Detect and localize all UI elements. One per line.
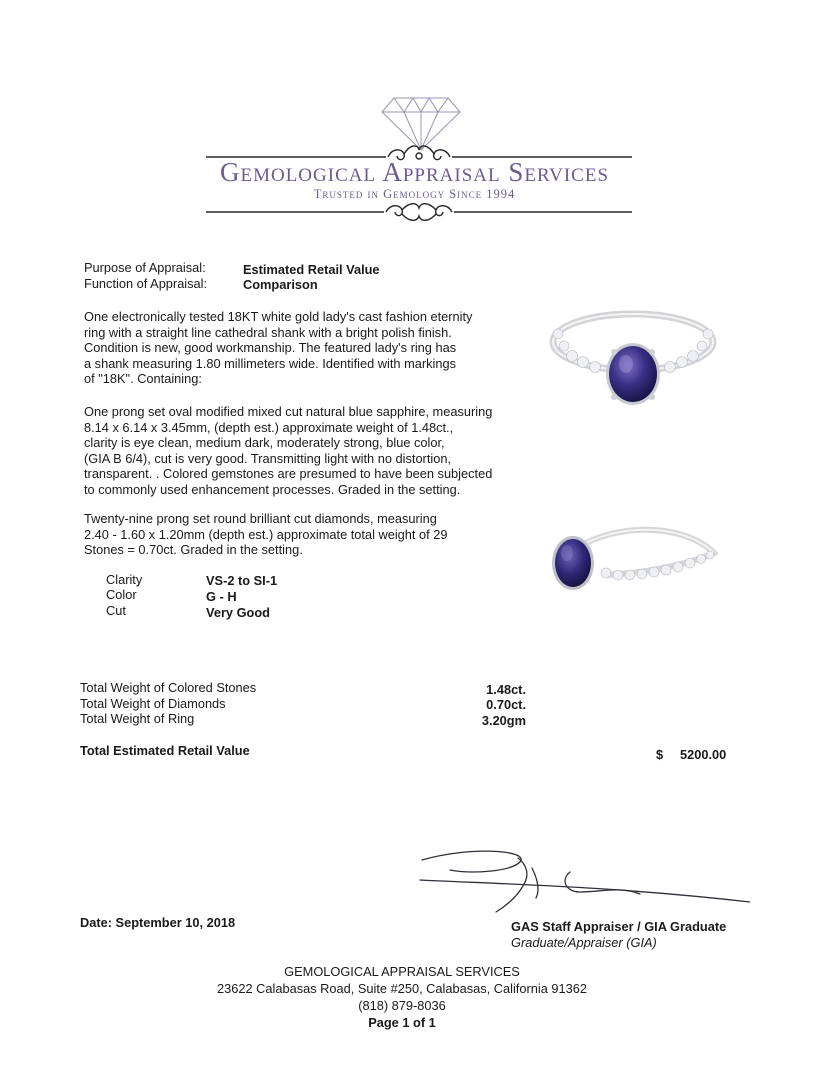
sapphire-description-line: One prong set oval modified mixed cut natural blue sapphire, measuring	[84, 404, 493, 419]
footer-address: 23622 Calabasas Road, Suite #250, Calabasas, California 91362	[217, 981, 587, 996]
total-colored-stones-label: Total Weight of Colored Stones	[80, 680, 257, 695]
function-value: Comparison	[243, 277, 318, 292]
ring-description-line: One electronically tested 18KT white gold lady's cast fashion eternity	[84, 309, 473, 324]
footer-phone: (818) 879-8036	[358, 998, 446, 1013]
appraisal-date: Date: September 10, 2018	[80, 915, 236, 930]
sapphire-description-line: (GIA B 6/4), cut is very good. Transmitting light with no distortion,	[84, 450, 452, 466]
total-diamonds-label: Total Weight of Diamonds	[80, 696, 226, 711]
retail-amount: 5200.00	[680, 747, 727, 762]
total-ring-weight-value: 3.20gm	[481, 713, 526, 728]
grade-clarity-label: Clarity	[106, 572, 143, 587]
retail-value-label: Total Estimated Retail Value	[80, 743, 250, 758]
function-label: Function of Appraisal:	[84, 276, 208, 291]
total-diamonds-value: 0.70ct.	[486, 697, 526, 712]
grade-cut-label: Cut	[106, 603, 126, 618]
ring-description-line: a shank measuring 1.80 millimeters wide. Identified with markings	[84, 355, 456, 371]
ring-description	[84, 309, 544, 387]
diamond-description-line: 2.40 - 1.60 x 1.20mm (depth est.) approximate total weight of 29	[84, 526, 448, 542]
total-ring-weight-label: Total Weight of Ring	[80, 711, 195, 726]
ring-photo-side	[546, 515, 718, 600]
purpose-label: Purpose of Appraisal:	[84, 260, 206, 275]
grade-cut-value: Very Good	[206, 605, 271, 620]
ring-description-line: Condition is new, good workmanship. The featured lady's ring has	[84, 340, 457, 355]
page-number: Page 1 of 1	[368, 1015, 436, 1030]
purpose-value: Estimated Retail Value	[243, 262, 380, 277]
company-tagline: Trusted in Gemology Since 1994	[313, 187, 516, 201]
ring-photo-front	[548, 300, 718, 410]
sapphire-description-line: clarity is eye clean, medium dark, moderately strong, blue color,	[84, 435, 445, 450]
sapphire-description-line: to commonly used enhancement processes. Graded in the setting.	[84, 481, 461, 497]
sapphire-description-line: 8.14 x 6.14 x 3.45mm, (depth est.) approximate weight of 1.48ct.,	[84, 419, 454, 435]
grade-color-label: Color	[106, 587, 137, 602]
appraiser-signature	[410, 840, 750, 920]
footer-company: GEMOLOGICAL APPRAISAL SERVICES	[284, 964, 520, 979]
company-title: Gemological Appraisal Services	[219, 157, 610, 187]
retail-currency: $	[656, 747, 664, 762]
appraiser-title: GAS Staff Appraiser / GIA Graduate	[511, 919, 727, 934]
diamond-description	[84, 511, 544, 558]
ring-description-line: of "18K". Containing:	[84, 371, 202, 386]
ring-description-line: ring with a straight line cathedral shank with a bright polish finish.	[84, 324, 452, 340]
sapphire-description	[84, 404, 544, 497]
appraiser-subtitle: Graduate/Appraiser (GIA)	[511, 935, 657, 950]
sapphire-description-line: transparent. . Colored gemstones are presumed to have been subjected	[84, 466, 493, 481]
total-colored-stones-value: 1.48ct.	[486, 682, 526, 697]
bottom-ornament-rule	[206, 200, 632, 224]
diamond-description-line: Stones = 0.70ct. Graded in the setting.	[84, 542, 303, 557]
grade-color-value: G - H	[206, 589, 237, 604]
grade-clarity-value: VS-2 to SI-1	[206, 573, 278, 588]
diamond-description-line: Twenty-nine prong set round brilliant cut diamonds, measuring	[84, 511, 437, 526]
